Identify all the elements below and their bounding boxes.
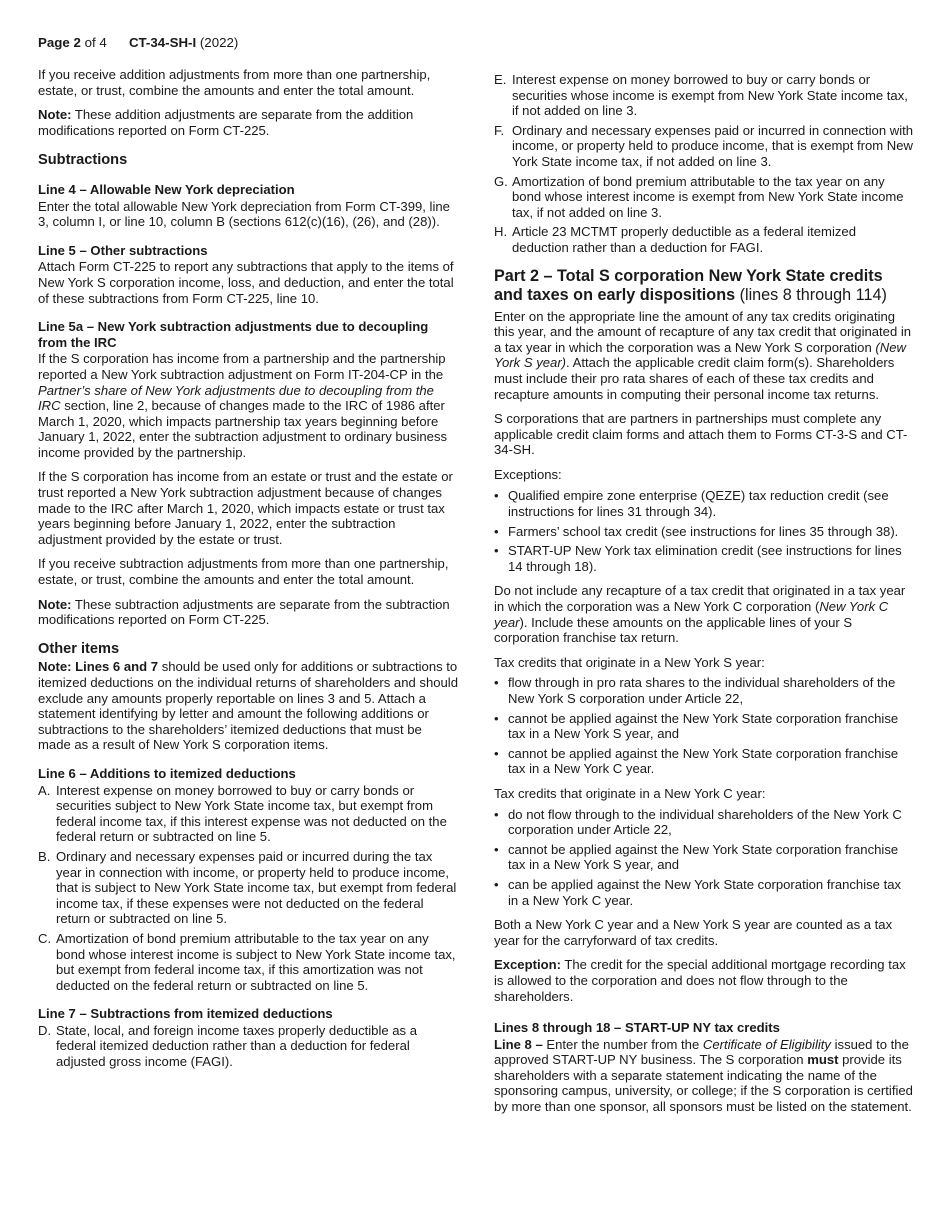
item-text: Ordinary and necessary expenses paid or incurred during the tax year in connection with income, or property held to produce income, that is subject to New York State income tax, but exempt from federal income tax, if these expenses were not deducted on the federal return or subtracted on line 5. [56,848,457,927]
line7-list-continued [494,72,914,256]
recap-part: ). Include these amounts on the applicable lines of your S corporation franchise tax return. [494,614,853,646]
line8-part: Enter the number from the [542,1036,703,1052]
part2-p1-italic: (New York S year) [494,339,906,371]
item-letter: D. [38,1022,52,1038]
bullet-icon: • [494,523,499,539]
item-letter: G. [494,173,508,189]
list-item [494,675,914,706]
item-letter: F. [494,122,505,138]
other-note-text: should be used only for additions or subtractions to itemized deductions on the individual returns of shareholders and should exclude any amounts properly reportable on lines 3 and 5. Attach a statement identifying by letter and amount the following additions or subtractions to the shareholders’ itemized deductions that must be made as a result of New York S corporation items. [38,659,458,753]
bullet-icon: • [494,675,499,691]
item-text: Farmers’ school tax credit (see instructions for lines 35 through 38). [508,523,899,539]
item-text: START-UP New York tax elimination credit (see instructions for lines 14 through 18). [508,543,902,574]
item-letter: E. [494,72,507,87]
line4-text: Enter the total allowable New York depreciation from Form CT-399, line 3, column I, or line 10, column B (sections 612(c)(16), (26), and (28)). [38,198,450,230]
part2-paragraph-2: S corporations that are partners in partnerships must complete any applicable credit claim forms and attach them to Forms CT-3-S and CT-34-SH. [494,411,908,458]
part2-p1-part: . Attach the applicable credit claim form(s). Shareholders must include their pro rata shares of each of these tax credits and recapture amounts in computing their personal income tax returns. [494,355,895,402]
item-text: do not flow through to the individual shareholders of the New York C corporation under Article 22, [508,806,902,838]
list-item [38,1023,458,1070]
note-addition [38,107,458,138]
part2-heading [494,267,914,306]
s-year-label: Tax credits that originate in a New York S year: [494,654,765,670]
lines8-18-heading: Lines 8 through 18 – START-UP NY tax credits [494,1020,780,1036]
bullet-icon: • [494,841,499,857]
line8-part: issued to the approved START-UP NY business. The S corporation [494,1036,909,1068]
recap-part: Do not include any recapture of a tax credit that originated in a tax year in which the corporation was a New York C corporation ( [494,583,906,615]
other-items-note [38,659,458,753]
line8-must: must [807,1052,839,1068]
line5a-paragraph-3: If you receive subtraction adjustments from more than one partnership, estate, or trust, combine the amounts and enter the total amount. [38,556,449,588]
note-label: Note: [38,596,72,612]
bullet-icon: • [494,488,499,504]
line5a-paragraph-1 [38,351,458,460]
recap-italic: New York C year [494,599,889,630]
list-item [494,174,914,221]
item-letter: C. [38,930,52,946]
item-text: cannot be applied against the New York State corporation franchise tax in a New York S year, and [508,710,899,742]
item-text: Qualified empire zone enterprise (QEZE) tax reduction credit (see instructions for lines 31 through 34). [508,488,889,520]
note-text: These addition adjustments are separate from the addition modifications reported on Form CT-225. [38,107,414,138]
part2-lines: (lines 8 through 114) [735,286,887,305]
item-text: Article 23 MCTMT properly deductible as a federal itemized deduction rather than a deduction for FAGI. [512,224,856,255]
exceptions-list [494,488,914,574]
bullet-icon: • [494,806,499,822]
item-text: State, local, and foreign income taxes properly deductible as a federal itemized deduction rather than a deduction for federal adjusted gross income (FAGI). [56,1022,418,1070]
list-item [494,543,914,574]
line5a-heading: Line 5a – New York subtraction adjustments due to decoupling from the IRC [38,319,429,350]
list-item [494,524,914,540]
page-header [38,35,238,51]
c-year-list [494,807,914,909]
line6-list [38,783,458,994]
list-item [494,746,914,777]
note-label: Note: [38,107,72,123]
exception-label: Exception: [494,957,561,973]
line8-paragraph [494,1037,914,1115]
form-id: CT-34-SH-I [128,35,197,50]
note-subtraction [38,597,458,628]
line4-heading: Line 4 – Allowable New York depreciation [38,181,295,197]
right-column [494,72,914,1124]
form-year: (2022) [199,35,239,50]
item-text: cannot be applied against the New York State corporation franchise tax in a New York C year. [508,745,899,777]
bullet-icon: • [494,543,499,559]
recapture-paragraph [494,583,914,645]
line5-text: Attach Form CT-225 to report any subtractions that apply to the items of New York S corporation income, loss, and deduction, and enter the total of these subtractions from Form CT-225, line 10. [38,259,454,306]
other-note-label: Note: Lines 6 and 7 [38,659,159,675]
item-text: can be applied against the New York State corporation franchise tax in a New York C year. [508,876,902,908]
line8-part: provide its shareholders with a separate statement indicating the name of the sponsoring campus, university, or college; if the S corporation is certified by more than one sponsor, all sponsors must be listed on the statement. [494,1052,913,1115]
line5a-p1-part: If the S corporation has income from a partnership and the partnership reported a New York subtraction adjustment on Form IT-204-CP in the [38,351,446,382]
list-item [38,783,458,845]
bullet-icon: • [494,876,499,892]
intro-paragraph: If you receive addition adjustments from more than one partnership, estate, or trust, combine the amounts and enter the total amount. [38,67,431,98]
item-text: Amortization of bond premium attributable to the tax year on any bond whose interest income is subject to New York State income tax, but exempt from federal income tax, if this amortization was not deducted on the federal return or subtracted on line 5. [56,930,456,993]
subtractions-heading: Subtractions [38,152,128,169]
line8-italic: Certificate of Eligibility [702,1036,831,1052]
item-text: Amortization of bond premium attributable to the tax year on any bond whose interest income is exempt from New York State income tax, if not added on line 3. [512,173,904,220]
part2-title: Part 2 – Total S corporation New York State credits and taxes on early dispositions [494,266,883,305]
item-letter: H. [494,224,508,240]
line5a-p1-part: section, line 2, because of changes made to the IRC of 1986 after March 1, 2020, which impacts partnership tax years beginning before January 1, 2022, enter the subtraction adjustment to ordinary business income provided by the partnership. [38,398,448,460]
list-item [494,123,914,170]
line5-heading: Line 5 – Other subtractions [38,242,208,258]
exception-paragraph [494,957,914,1004]
line7-list [38,1023,458,1070]
item-text: Ordinary and necessary expenses paid or incurred in connection with income, or property held to produce income, that is exempt from New York State income tax, if not added on line 3. [512,122,914,169]
page-number: Page 2 [38,35,81,50]
list-item [494,842,914,873]
item-text: Interest expense on money borrowed to buy or carry bonds or securities whose income is exempt from New York State income tax, if not added on line 3. [512,72,908,119]
line5a-paragraph-2: If the S corporation has income from an estate or trust and the estate or trust reported a New York subtraction adjustment because of changes made to the IRC after March 1, 2020, which impacts estate or trust tax years beginning before January 1, 2022, enter the subtraction adjustment provided by the estate or trust. [38,469,453,547]
item-letter: A. [38,782,51,798]
list-item [38,931,458,993]
line7-heading: Line 7 – Subtractions from itemized deductions [38,1006,333,1022]
note-text: These subtraction adjustments are separate from the subtraction modifications reported on Form CT-225. [38,596,450,628]
list-item [494,72,914,119]
line6-heading: Line 6 – Additions to itemized deductions [38,765,296,781]
item-text: flow through in pro rata shares to the individual shareholders of the New York S corporation under Article 22, [508,675,896,706]
line8-label: Line 8 – [494,1036,543,1052]
item-text: cannot be applied against the New York State corporation franchise tax in a New York S year, and [508,841,899,873]
list-item [38,849,458,927]
left-column [38,67,458,1079]
list-item [494,711,914,742]
page-count: of 4 [84,35,107,50]
part2-p1-part: Enter on the appropriate line the amount of any tax credits originating this year, and the amount of recapture of any tax credit that originated in a tax year in which the corporation was a New York S corporation [494,308,912,355]
both-years-paragraph: Both a New York C year and a New York S year are counted as a tax year for the carryforward of tax credits. [494,917,893,948]
other-items-heading: Other items [38,640,120,657]
list-item [494,807,914,838]
list-item [494,224,914,255]
c-year-label: Tax credits that originate in a New York C year: [494,785,766,801]
item-text: Interest expense on money borrowed to buy or carry bonds or securities subject to New York State income tax, but exempt from federal income tax, if this interest expense was not deducted on the federal return or subtracted on line 5. [56,782,447,845]
item-letter: B. [38,848,51,864]
list-item [494,877,914,908]
s-year-list [494,675,914,777]
exception-text: The credit for the special additional mortgage recording tax is allowed to the corporation and does not flow through to the shareholders. [494,957,906,1004]
bullet-icon: • [494,745,499,761]
bullet-icon: • [494,710,499,726]
exceptions-label: Exceptions: [494,466,562,482]
part2-paragraph-1 [494,309,914,403]
line5a-p1-italic: Partner’s share of New York adjustments due to decoupling from the IRC [38,382,434,414]
list-item [494,488,914,519]
